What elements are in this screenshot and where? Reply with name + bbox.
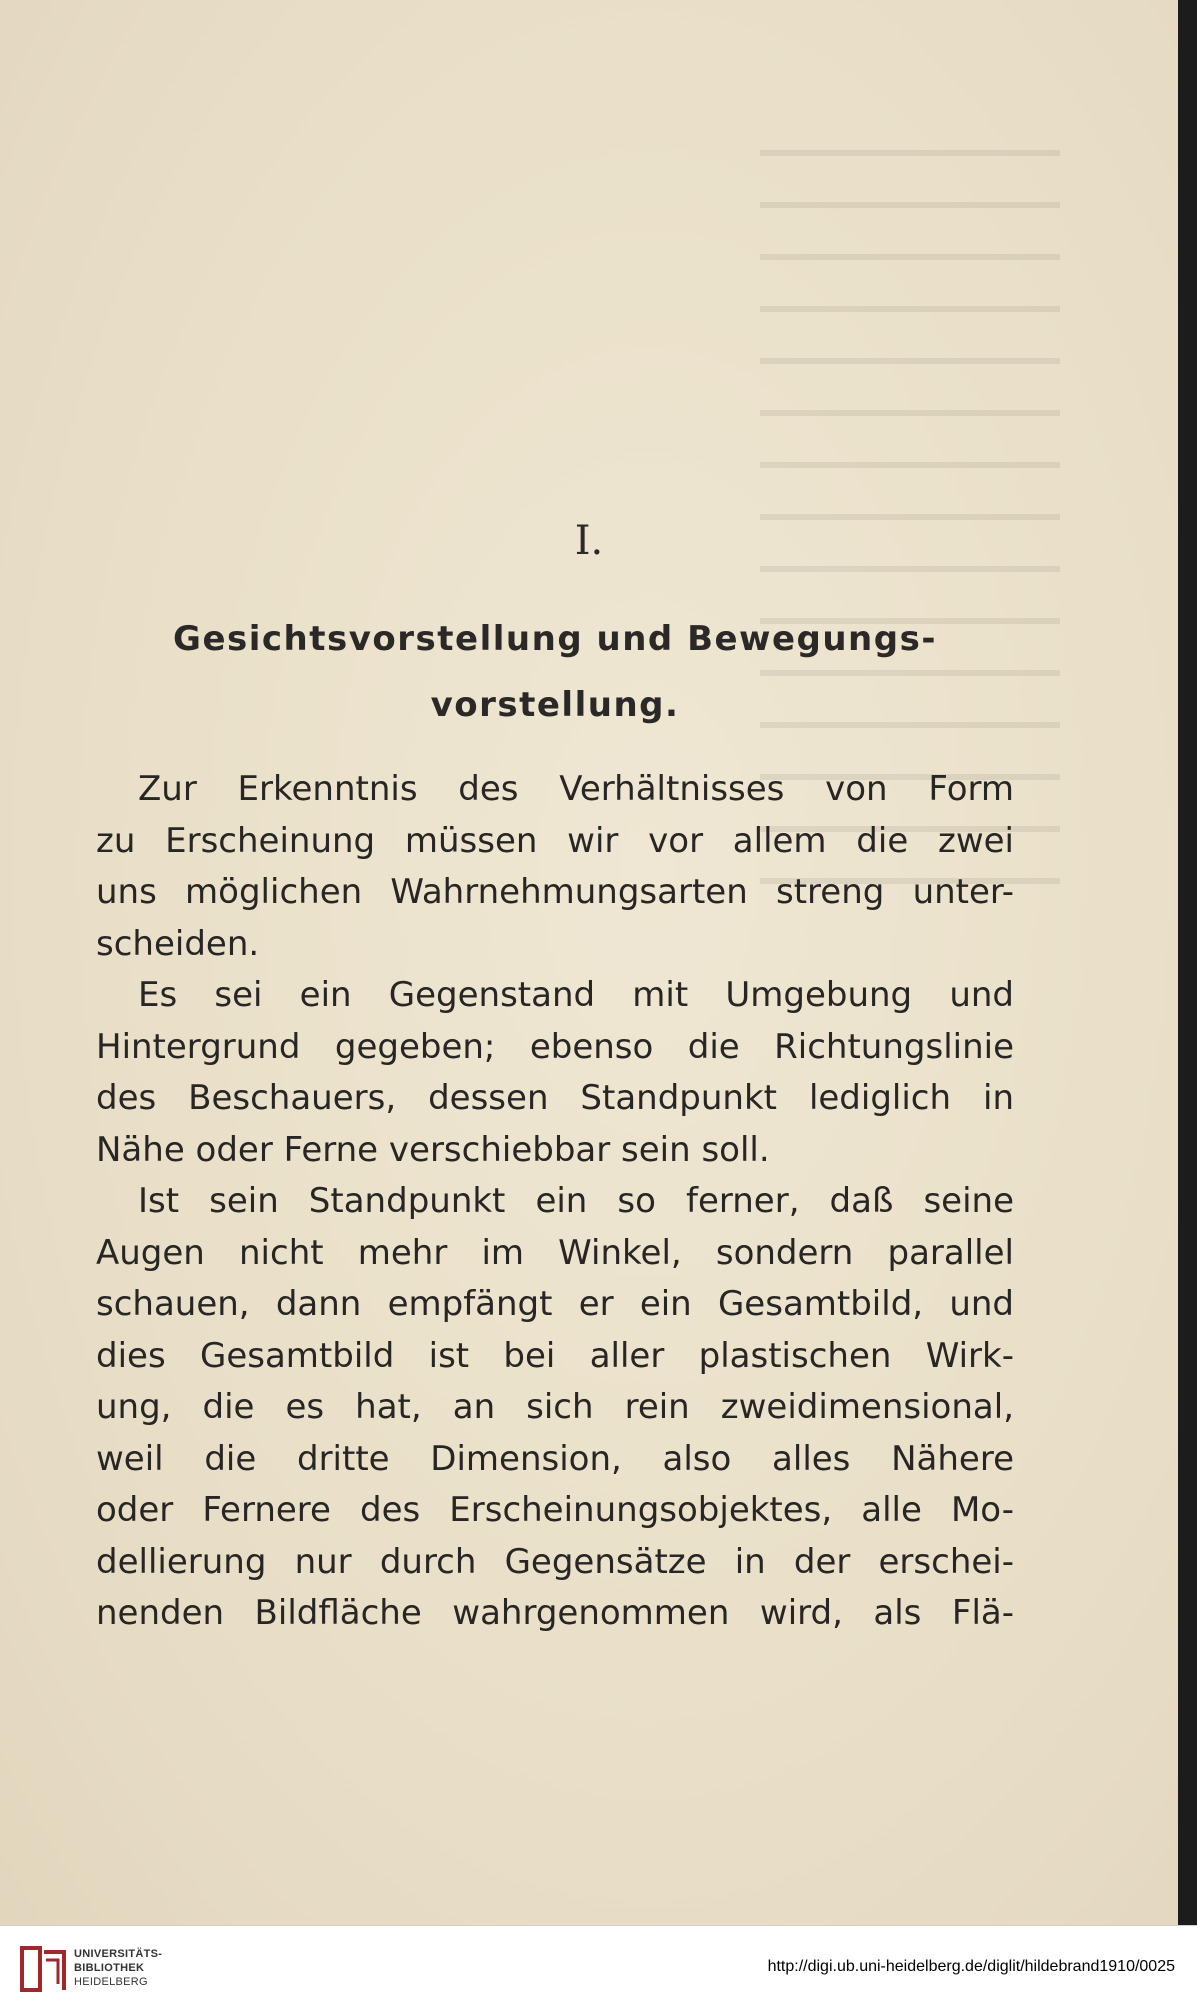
text-line: oder Fernere des Erscheinungsobjektes, alle Mo- xyxy=(96,1490,1014,1530)
library-name-line: HEIDELBERG xyxy=(74,1976,148,1988)
library-logo-icon xyxy=(20,1944,68,1994)
text-line: Es sei ein Gegenstand mit Umgebung und xyxy=(138,975,1014,1015)
chapter-title-line: Gesichtsvorstellung und Bewegungs- xyxy=(173,619,937,659)
chapter-title xyxy=(90,606,1020,738)
text-line: uns möglichen Wahrnehmungsarten streng unter- xyxy=(96,872,1014,912)
text-line: schauen, dann empfängt er ein Gesamtbild, und xyxy=(96,1284,1014,1324)
source-url-link[interactable]: http://digi.ub.uni-heidelberg.de/diglit/hildebrand1910/0025 xyxy=(767,1958,1175,1975)
body-text xyxy=(96,764,1014,1640)
chapter-number: I. xyxy=(574,518,604,564)
text-line: zu Erscheinung müssen wir vor allem die zwei xyxy=(96,820,1014,861)
library-name xyxy=(74,1947,162,1989)
text-line: nenden Bildfläche wahrgenommen wird, als Flä- xyxy=(96,1593,1014,1633)
text-line: Zur Erkenntnis des Verhältnisses von Form xyxy=(138,769,1014,809)
text-line: dellierung nur durch Gegensätze in der erschei- xyxy=(96,1541,1014,1582)
text-line: Augen nicht mehr im Winkel, sondern parallel xyxy=(96,1232,1014,1273)
library-name-line: UNIVERSITÄTS- xyxy=(74,1948,163,1960)
text-line: scheiden. xyxy=(96,923,260,964)
text-line: dies Gesamtbild ist bei aller plastischen Wirk- xyxy=(96,1335,1014,1376)
text-line: Nähe oder Ferne verschiebbar sein soll. xyxy=(96,1129,770,1170)
library-name-line: BIBLIOTHEK xyxy=(74,1962,145,1974)
text-line: Hintergrund gegeben; ebenso die Richtungslinie xyxy=(96,1026,1014,1067)
footer-bar xyxy=(0,1925,1197,2012)
text-line: Ist sein Standpunkt ein so ferner, daß seine xyxy=(138,1181,1014,1221)
text-line: ung, die es hat, an sich rein zweidimensional, xyxy=(96,1387,1014,1427)
text-line: des Beschauers, dessen Standpunkt lediglich in xyxy=(96,1078,1014,1118)
chapter-title-line: vorstellung. xyxy=(430,685,680,725)
text-line: weil die dritte Dimension, also alles Nähere xyxy=(96,1438,1014,1479)
